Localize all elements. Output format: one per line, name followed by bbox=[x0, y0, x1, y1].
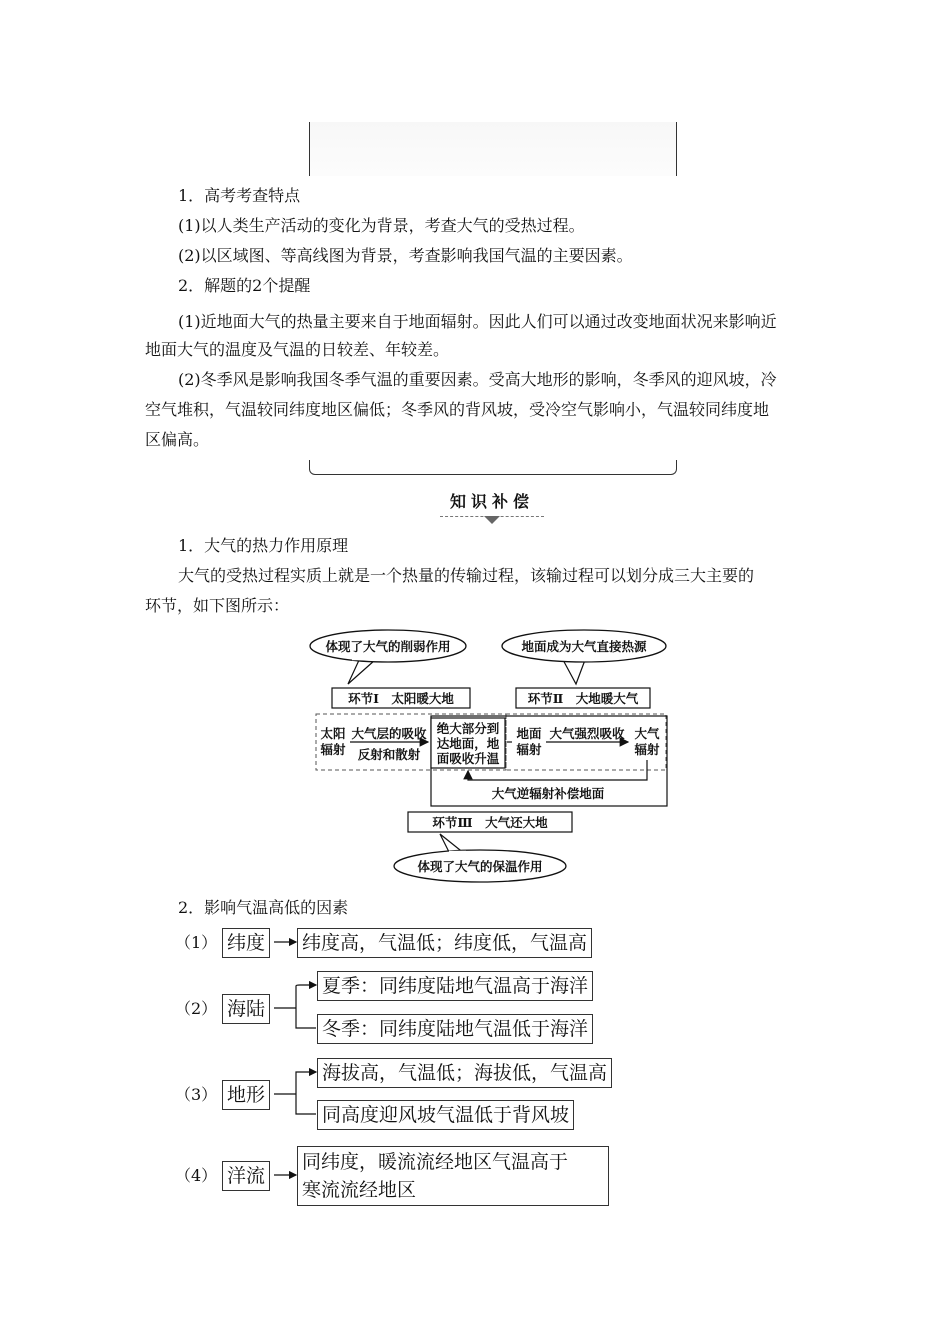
factor-ocean-current-effect bbox=[297, 1146, 609, 1206]
paragraph: 空气堆积，气温较同纬度地区偏低；冬季风的背风坡，受冷空气影响小，气温较同纬度地 bbox=[145, 400, 770, 419]
bubble-weaken bbox=[310, 630, 466, 684]
item-number: （2） bbox=[175, 999, 218, 1018]
paragraph: 大气的受热过程实质上就是一个热量的传输过程，该输过程可以划分成三大主要的 bbox=[178, 566, 755, 585]
factor-ocean-current: 洋流 bbox=[222, 1161, 270, 1191]
svg-text:面吸收升温: 面吸收升温 bbox=[436, 751, 500, 766]
svg-text:体现了大气的保温作用: 体现了大气的保温作用 bbox=[417, 859, 543, 874]
svg-text:达地面，地: 达地面，地 bbox=[436, 736, 500, 751]
stage1-label: 环节Ⅰ 太阳暖大地 bbox=[348, 691, 454, 706]
top-frame bbox=[309, 122, 677, 176]
item-number: （1） bbox=[175, 933, 218, 952]
heading-factors: 2．影响气温高低的因素 bbox=[178, 898, 349, 917]
heading-tips: 2．解题的2个提醒 bbox=[178, 276, 311, 295]
factor-sea-land-winter: 冬季：同纬度陆地气温低于海洋 bbox=[317, 1014, 593, 1044]
bubble-insulate bbox=[394, 834, 566, 882]
svg-text:体现了大气的削弱作用: 体现了大气的削弱作用 bbox=[325, 639, 451, 654]
svg-text:辐射: 辐射 bbox=[320, 742, 346, 757]
effect-line: 寒流流经地区 bbox=[302, 1179, 417, 1201]
bottom-frame bbox=[309, 460, 677, 475]
svg-text:大气: 大气 bbox=[634, 726, 660, 741]
svg-text:反射和散射: 反射和散射 bbox=[357, 747, 421, 762]
svg-text:辐射: 辐射 bbox=[516, 742, 542, 757]
svg-text:大气强烈吸收: 大气强烈吸收 bbox=[549, 726, 625, 741]
factor-terrain-altitude: 海拔高，气温低；海拔低，气温高 bbox=[317, 1058, 612, 1088]
paragraph: (1)以人类生产活动的变化为背景，考查大气的受热过程。 bbox=[178, 216, 585, 235]
triangle-down-icon bbox=[484, 516, 500, 524]
paragraph: (1)近地面大气的热量主要来自于地面辐射。因此人们可以通过改变地面状况来影响近 bbox=[178, 312, 777, 331]
svg-text:绝大部分到: 绝大部分到 bbox=[436, 721, 500, 736]
factor-terrain: 地形 bbox=[222, 1080, 270, 1110]
effect-line: 同纬度，暖流流经地区气温高于 bbox=[302, 1151, 569, 1173]
knowledge-banner: 知识补偿 bbox=[440, 490, 544, 517]
item-number: （3） bbox=[175, 1085, 218, 1104]
item-number: （4） bbox=[175, 1166, 218, 1185]
factor-latitude-effect: 纬度高，气温低；纬度低，气温高 bbox=[297, 928, 592, 958]
heat-process-diagram bbox=[300, 628, 680, 884]
factor-latitude: 纬度 bbox=[222, 928, 270, 958]
heading-principle: 1．大气的热力作用原理 bbox=[178, 536, 349, 555]
factor-sea-land-summer: 夏季：同纬度陆地气温高于海洋 bbox=[317, 971, 593, 1001]
factor-connectors bbox=[270, 920, 330, 1210]
factor-terrain-slope: 同高度迎风坡气温低于背风坡 bbox=[317, 1100, 574, 1130]
factor-sea-land: 海陆 bbox=[222, 994, 270, 1024]
paragraph: (2)以区域图、等高线图为背景，考查影响我国气温的主要因素。 bbox=[178, 246, 633, 265]
svg-text:大气逆辐射补偿地面: 大气逆辐射补偿地面 bbox=[491, 786, 605, 801]
svg-text:地面: 地面 bbox=[516, 726, 542, 741]
paragraph: (2)冬季风是影响我国冬季气温的重要因素。受高大地形的影响，冬季风的迎风坡，冷 bbox=[178, 370, 777, 389]
svg-text:大气层的吸收: 大气层的吸收 bbox=[351, 726, 427, 741]
paragraph: 环节，如下图所示： bbox=[145, 596, 290, 615]
svg-text:辐射: 辐射 bbox=[634, 742, 660, 757]
stage3-label: 环节Ⅲ 大气还大地 bbox=[432, 815, 548, 830]
svg-text:太阳: 太阳 bbox=[320, 726, 346, 741]
paragraph: 地面大气的温度及气温的日较差、年较差。 bbox=[145, 340, 450, 359]
heading-exam-features: 1．高考考查特点 bbox=[178, 186, 301, 205]
stage2-label: 环节Ⅱ 大地暖大气 bbox=[527, 691, 639, 706]
svg-text:地面成为大气直接热源: 地面成为大气直接热源 bbox=[521, 639, 647, 654]
bubble-source bbox=[502, 630, 666, 684]
paragraph: 区偏高。 bbox=[145, 430, 210, 449]
